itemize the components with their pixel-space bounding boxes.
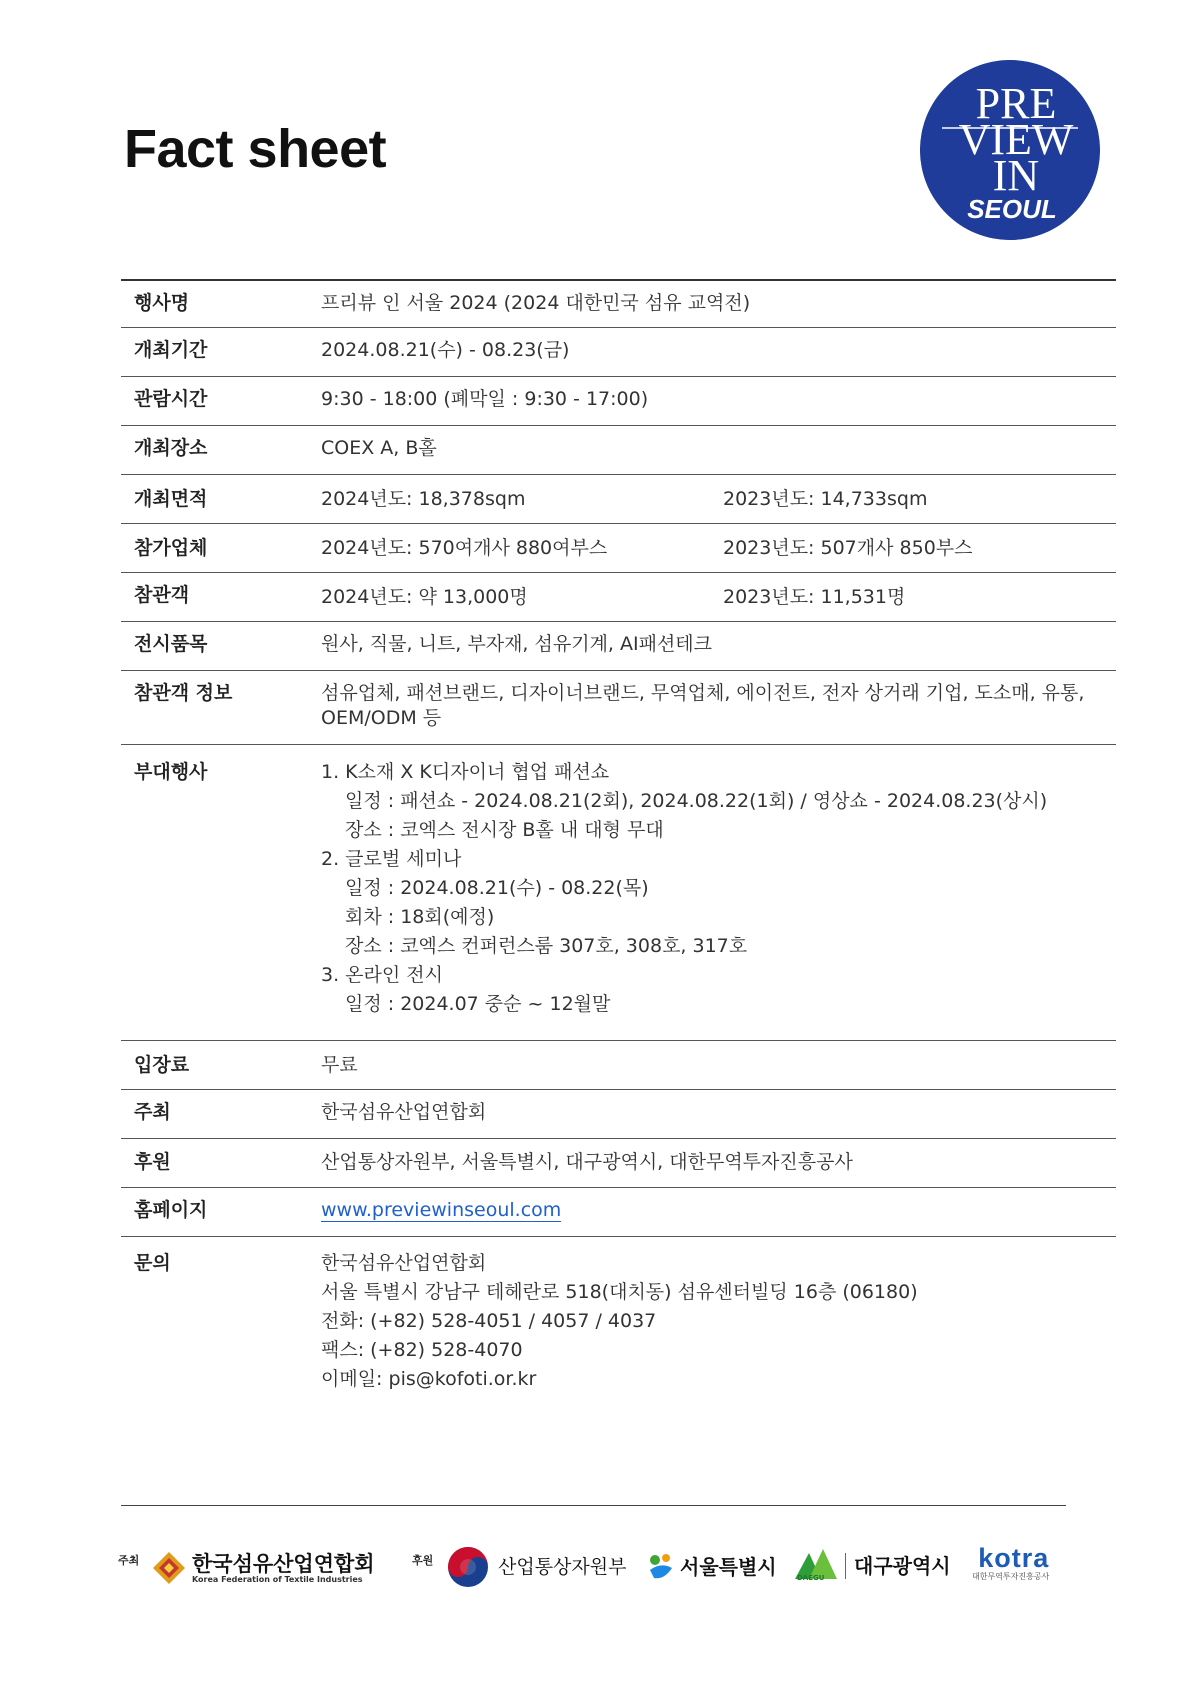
label-fee: 입장료 bbox=[134, 1054, 190, 1076]
row-homepage bbox=[121, 1188, 1116, 1237]
label-period: 개최기간 bbox=[134, 339, 208, 361]
side-event-item: 2. 글로벌 세미나 bbox=[321, 848, 462, 870]
value-items: 원사, 직물, 니트, 부자재, 섬유기계, AI패션테크 bbox=[321, 633, 713, 655]
side-event-detail: 회차 : 18회(예정) bbox=[345, 906, 495, 928]
row-exhibitors bbox=[121, 524, 1116, 573]
row-organizer bbox=[121, 1090, 1116, 1139]
fact-table bbox=[121, 279, 1116, 1401]
label-organizer: 주최 bbox=[134, 1101, 171, 1123]
footer-divider bbox=[121, 1505, 1066, 1506]
value-period: 2024.08.21(수) - 08.23(금) bbox=[321, 339, 570, 361]
daegu-name: 대구광역시 bbox=[854, 1554, 951, 1578]
value-fee: 무료 bbox=[321, 1054, 358, 1076]
preview-in-seoul-logo bbox=[920, 60, 1100, 240]
label-venue: 개최장소 bbox=[134, 437, 208, 459]
label-hours: 관람시간 bbox=[134, 388, 208, 410]
row-fee bbox=[121, 1041, 1116, 1090]
value-visitors-2023: 2023년도: 11,531명 bbox=[723, 586, 906, 608]
label-sponsors: 후원 bbox=[134, 1151, 171, 1173]
side-event-item: 3. 온라인 전시 bbox=[321, 964, 443, 986]
row-side-events bbox=[121, 745, 1116, 1041]
row-venue bbox=[121, 426, 1116, 475]
svg-text:VIEW: VIEW bbox=[958, 115, 1074, 164]
contact-line: 이메일: pis@kofoti.or.kr bbox=[321, 1368, 537, 1390]
label-visitor-info: 참관객 정보 bbox=[134, 682, 233, 704]
label-event-name: 행사명 bbox=[134, 292, 190, 314]
side-event-detail: 장소 : 코엑스 전시장 B홀 내 대형 무대 bbox=[345, 819, 664, 841]
kotra-wordmark: kotra bbox=[978, 1543, 1050, 1573]
label-side-events: 부대행사 bbox=[134, 761, 208, 783]
host-label: 주최 bbox=[118, 1554, 140, 1567]
seoul-logo bbox=[646, 1552, 777, 1582]
side-event-detail: 일정 : 2024.08.21(수) - 08.22(목) bbox=[345, 877, 649, 899]
label-area: 개최면적 bbox=[134, 488, 208, 510]
value-exhibitors-2024: 2024년도: 570여개사 880여부스 bbox=[321, 537, 608, 559]
value-venue: COEX A, B홀 bbox=[321, 437, 437, 459]
daegu-separator bbox=[845, 1553, 846, 1579]
label-items: 전시품목 bbox=[134, 633, 208, 655]
label-contact: 문의 bbox=[134, 1252, 171, 1274]
value-exhibitors-2023: 2023년도: 507개사 850부스 bbox=[723, 537, 973, 559]
row-sponsors bbox=[121, 1139, 1116, 1188]
kotra-korean-name: 대한무역투자진흥공사 bbox=[972, 1572, 1050, 1581]
label-visitors: 참관객 bbox=[134, 584, 190, 606]
row-area bbox=[121, 475, 1116, 524]
value-event-name: 프리뷰 인 서울 2024 (2024 대한민국 섬유 교역전) bbox=[321, 292, 751, 314]
kofoti-name: 한국섬유산업연합회 bbox=[192, 1551, 375, 1576]
row-period bbox=[121, 328, 1116, 377]
contact-line: 한국섬유산업연합회 bbox=[321, 1252, 487, 1274]
value-hours: 9:30 - 18:00 (폐막일 : 9:30 - 17:00) bbox=[321, 388, 649, 410]
contact-line: 팩스: (+82) 528-4070 bbox=[321, 1339, 523, 1361]
value-visitors-2024: 2024년도: 약 13,000명 bbox=[321, 586, 528, 608]
preview-in-seoul-logo-graphic bbox=[920, 60, 1100, 240]
side-event-detail: 일정 : 2024.07 중순 ~ 12월말 bbox=[345, 993, 611, 1015]
row-event-name bbox=[121, 279, 1116, 328]
seoul-symbol-icon bbox=[646, 1552, 676, 1582]
svg-text:PRE: PRE bbox=[975, 79, 1057, 128]
homepage-link[interactable]: www.previewinseoul.com bbox=[321, 1199, 562, 1221]
row-items bbox=[121, 622, 1116, 671]
value-visitor-info-line1: 섬유업체, 패션브랜드, 디자이너브랜드, 무역업체, 에이전트, 전자 상거래 기업, 도소매, 유통, bbox=[321, 682, 1085, 704]
kotra-logo bbox=[972, 1545, 1049, 1582]
value-area-2024: 2024년도: 18,378sqm bbox=[321, 488, 526, 510]
value-sponsors: 산업통상자원부, 서울특별시, 대구광역시, 대한무역투자진흥공사 bbox=[321, 1151, 853, 1173]
row-hours bbox=[121, 377, 1116, 426]
value-organizer: 한국섬유산업연합회 bbox=[321, 1101, 487, 1123]
side-event-detail: 장소 : 코엑스 컨퍼런스룸 307호, 308호, 317호 bbox=[345, 935, 748, 957]
row-visitor-info bbox=[121, 671, 1116, 745]
kofoti-emblem-icon bbox=[152, 1551, 186, 1585]
contact-line: 서울 특별시 강남구 테헤란로 518(대치동) 섬유센터빌딩 16층 (06180) bbox=[321, 1281, 918, 1303]
label-homepage: 홈페이지 bbox=[134, 1199, 208, 1221]
side-event-detail: 일정 : 패션쇼 - 2024.08.21(2회), 2024.08.22(1회) / 영상쇼 - 2024.08.23(상시) bbox=[345, 790, 1048, 812]
page-title: Fact sheet bbox=[124, 119, 387, 179]
kofoti-logo bbox=[152, 1551, 375, 1585]
footer-logos bbox=[0, 1535, 1191, 1615]
row-visitors bbox=[121, 573, 1116, 622]
svg-text:IN: IN bbox=[992, 151, 1040, 200]
value-area-2023: 2023년도: 14,733sqm bbox=[723, 488, 928, 510]
label-exhibitors: 참가업체 bbox=[134, 537, 208, 559]
row-contact bbox=[121, 1237, 1116, 1401]
seoul-name: 서울특별시 bbox=[680, 1555, 777, 1579]
sponsor-label: 후원 bbox=[412, 1554, 434, 1567]
value-visitor-info-line2: OEM/ODM 등 bbox=[321, 707, 442, 729]
contact-line: 전화: (+82) 528-4051 / 4057 / 4037 bbox=[321, 1310, 657, 1332]
daegu-logo bbox=[795, 1549, 951, 1583]
kofoti-english-name: Korea Federation of Textile Industries bbox=[192, 1574, 363, 1584]
side-event-item: 1. K소재 X K디자이너 협업 패션쇼 bbox=[321, 761, 610, 783]
svg-text:SEOUL: SEOUL bbox=[967, 194, 1057, 224]
motie-name: 산업통상자원부 bbox=[498, 1556, 627, 1578]
motie-logo bbox=[446, 1545, 626, 1589]
taegeuk-emblem-icon bbox=[446, 1545, 490, 1589]
daegu-mark-text: DAEGU bbox=[797, 1574, 825, 1582]
